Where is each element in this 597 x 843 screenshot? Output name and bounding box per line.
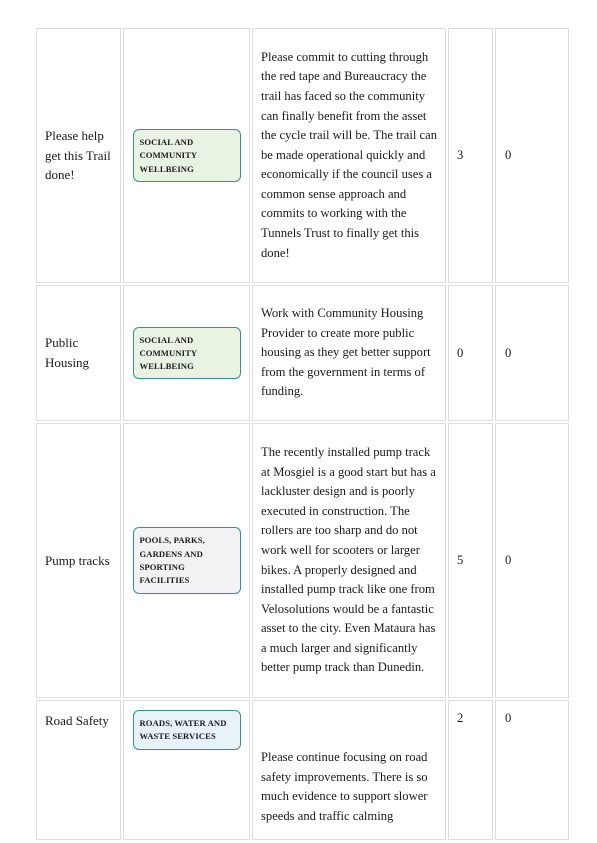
submission-comment: Work with Community Housing Provider to create more public housing as they get better support from the government in terms of funding.: [252, 285, 446, 421]
category-cell: [123, 423, 250, 698]
submission-title: Road Safety: [36, 700, 121, 840]
support-count: 5: [448, 423, 493, 698]
submissions-table: [36, 28, 563, 842]
submission-title: Pump tracks: [36, 423, 121, 698]
support-count: 3: [448, 28, 493, 283]
submission-title: Please help get this Trail done!: [36, 28, 121, 283]
table-row: [36, 28, 563, 283]
oppose-count: 0: [495, 423, 569, 698]
category-badge: POOLS, PARKS, GARDENS AND SPORTING FACILITIES: [133, 527, 241, 593]
category-badge: SOCIAL AND COMMUNITY WELLBEING: [133, 327, 241, 380]
category-badge: SOCIAL AND COMMUNITY WELLBEING: [133, 129, 241, 182]
submission-title: Public Housing: [36, 285, 121, 421]
category-badge: ROADS, WATER AND WASTE SERVICES: [133, 710, 241, 750]
submission-comment: The recently installed pump track at Mosgiel is a good start but has a lackluster design and is poorly executed in construction. The rollers are too sharp and do not work well for scooters or larger bikes. A properly designed and installed pump track like one from Velosolutions would be a fantastic asset to the city. Even Mataura has a much larger and significantly better pump track than Dunedin.: [252, 423, 446, 698]
table-row: [36, 285, 563, 421]
table-row: [36, 700, 563, 840]
support-count: 0: [448, 285, 493, 421]
support-count: 2: [448, 700, 493, 840]
table-row: [36, 423, 563, 698]
submission-comment: Please commit to cutting through the red tape and Bureaucracy the trail has faced so the community can finally benefit from the asset the cycle trail will be. The trail can be made operational quickly and economically if the council uses a common sense approach and commits to working with the Tunnels Trust to finally get this done!: [252, 28, 446, 283]
oppose-count: 0: [495, 285, 569, 421]
oppose-count: 0: [495, 700, 569, 840]
submission-comment: Please continue focusing on road safety improvements. There is so much evidence to support slower speeds and traffic calming: [252, 700, 446, 840]
category-cell: [123, 28, 250, 283]
category-cell: [123, 285, 250, 421]
oppose-count: 0: [495, 28, 569, 283]
category-cell: [123, 700, 250, 840]
